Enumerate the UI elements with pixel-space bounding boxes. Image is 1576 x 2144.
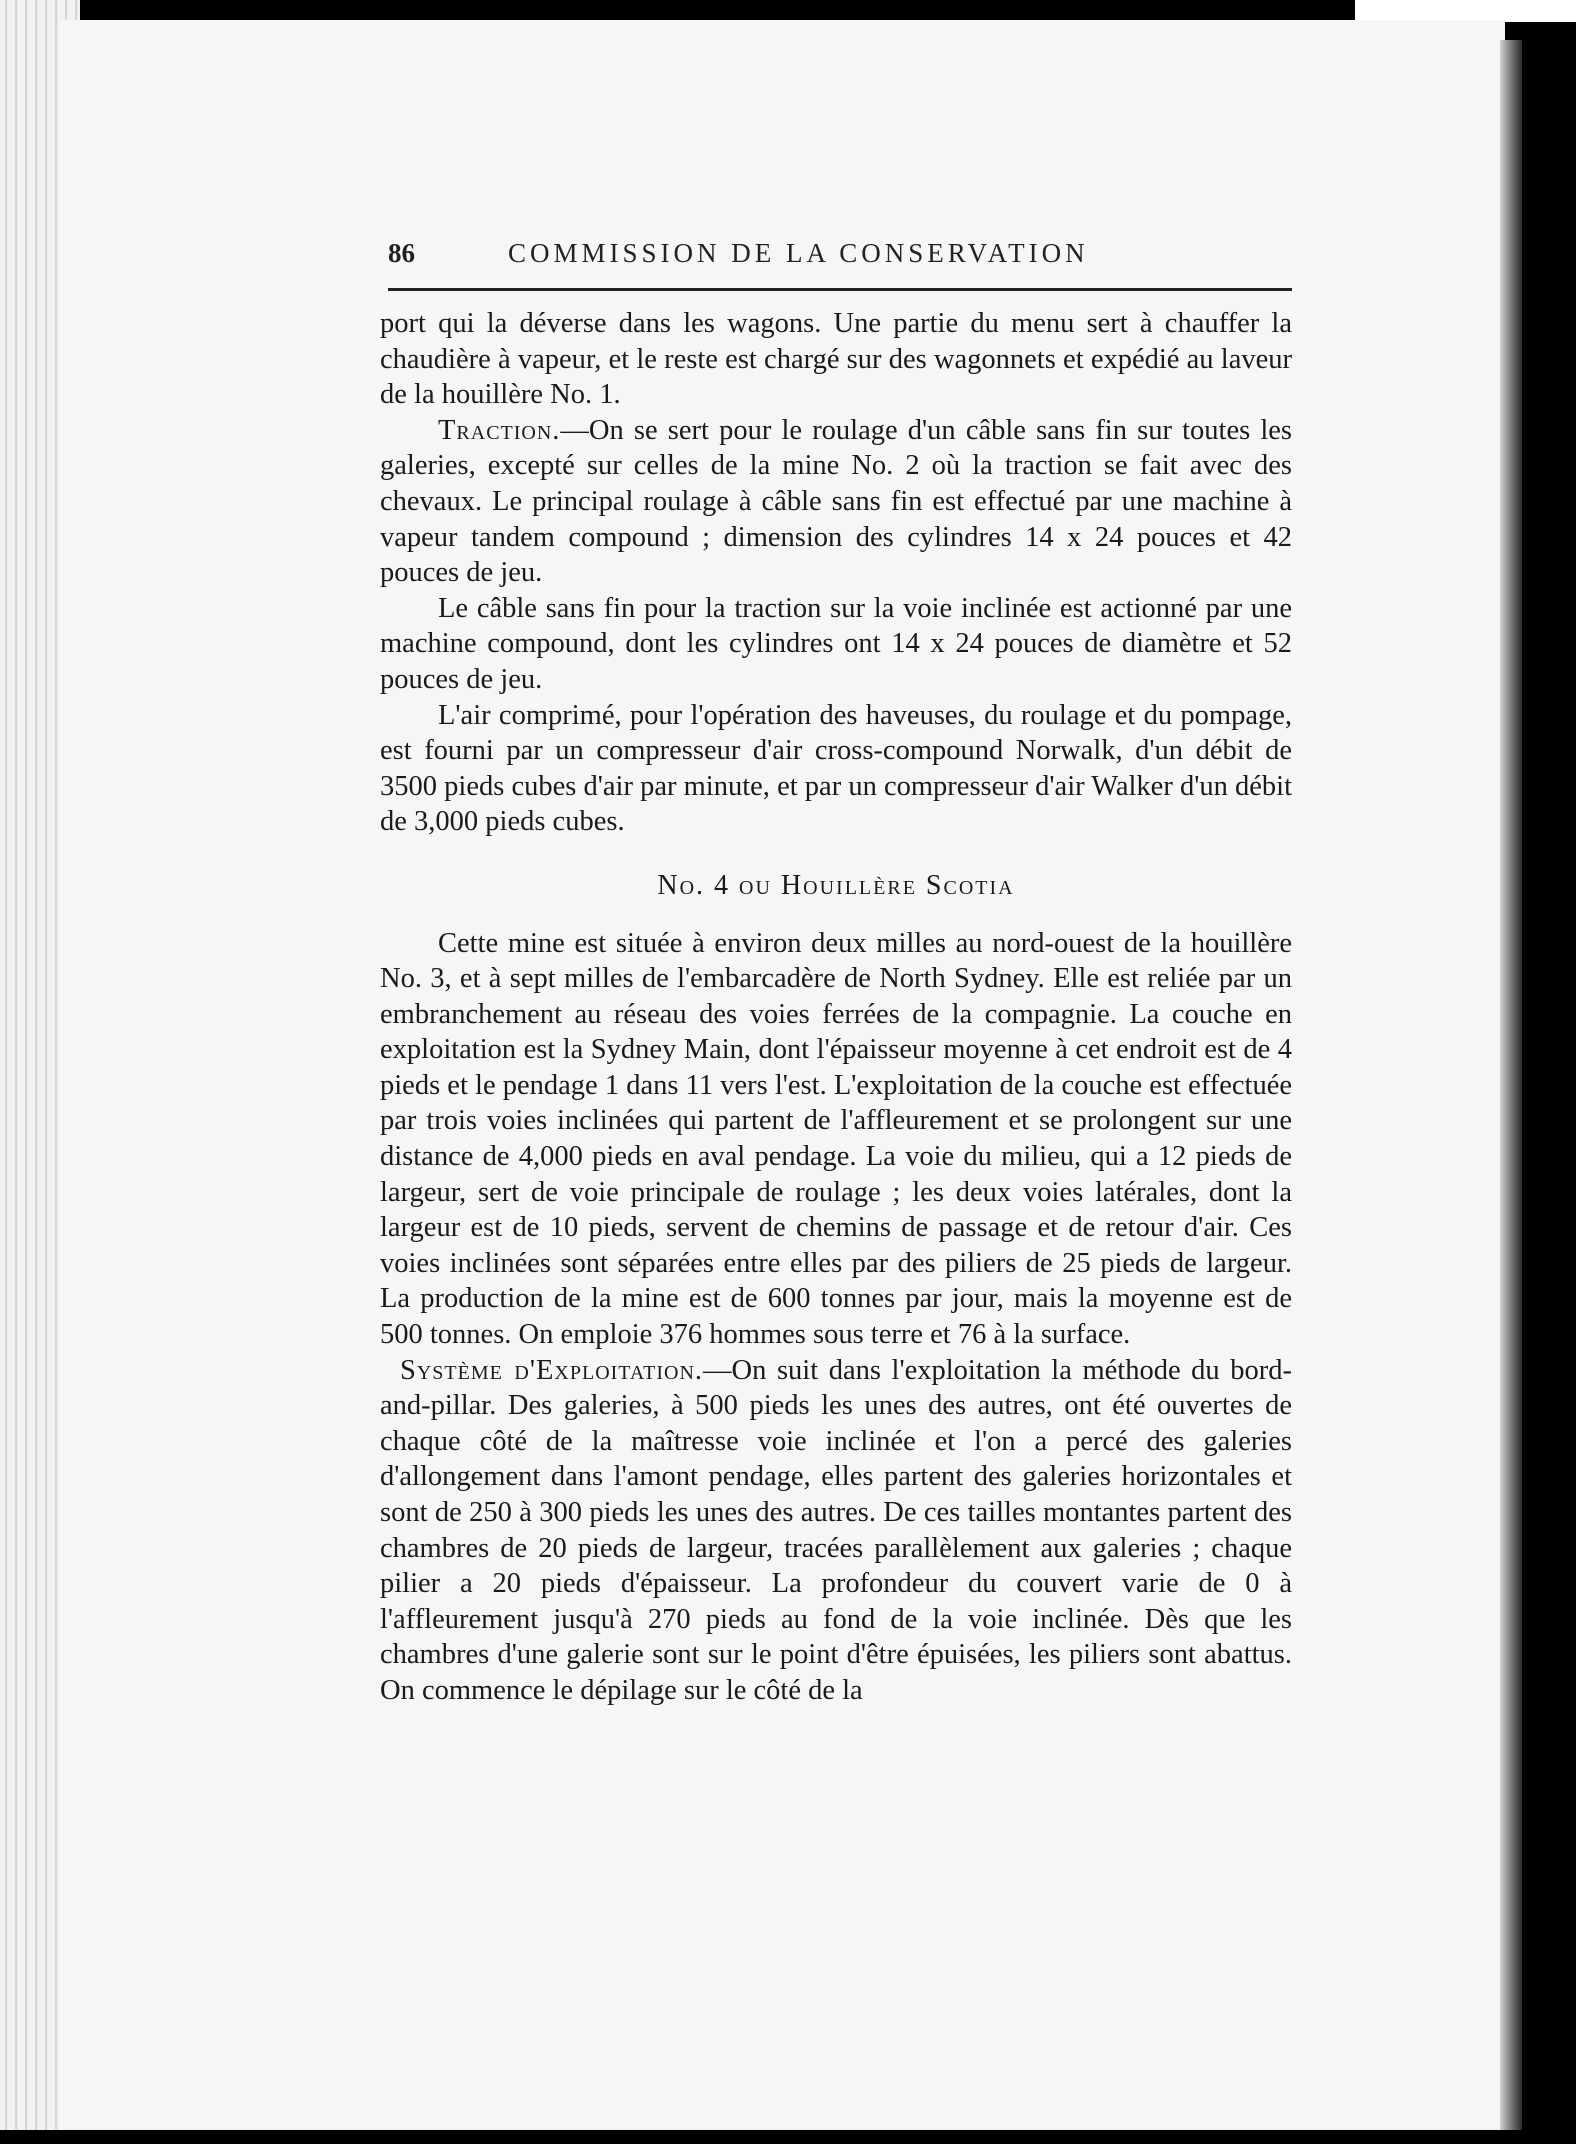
paragraph-1: port qui la déverse dans les wagons. Une partie du menu sert à chauffer la chaudière à vapeur, et le reste est chargé sur des wagonnets et expédié au laveur de la houillère No. 1. xyxy=(380,308,1292,411)
paragraph-systeme xyxy=(380,1353,1292,1709)
paragraph-traction xyxy=(380,413,1292,591)
systeme-text: —On suit dans l'exploitation la méthode du bord-and-pillar. Des galeries, à 500 pieds les unes des autres, ont été ouvertes de chaque côté de la maîtresse voie inclinée et l'on a percé des galeries d'allongement dans l'amont pendage, elles partent des galeries horizontales et sont de 250 à 300 pieds les unes des autres. De ces tailles montantes partent des chambres de 20 pieds de largeur, tracées parallèlement aux galeries ; chaque pilier a 20 pieds d'épaisseur. La profondeur du couvert varie de 0 à l'affleurement jusqu'à 270 pieds au fond de la voie inclinée. Dès que les chambres d'une galerie sont sur le point d'être épuisées, les piliers sont abattus. On commence le dépilage sur le côté de la xyxy=(380,1354,1292,1706)
paragraph-cable: Le câble sans fin pour la traction sur la voie inclinée est actionné par une machine compound, dont les cylindres ont 14 x 24 pouces de diamètre et 52 pouces de jeu. xyxy=(380,592,1292,695)
page-right-edge xyxy=(1500,40,1522,2130)
page-number: 86 xyxy=(388,238,415,268)
systeme-lead: Système d'Exploitation. xyxy=(400,1354,704,1386)
traction-lead: Traction. xyxy=(438,414,561,446)
running-head xyxy=(388,238,1292,286)
paragraph-air: L'air comprimé, pour l'opération des haveuses, du roulage et du pompage, est fourni par un compresseur d'air cross-compound Norwalk, d'un débit de 3500 pieds cubes d'air par minute, et par un compresseur d'air Walker d'un débit de 3,000 pieds cubes. xyxy=(380,699,1292,838)
header-rule xyxy=(388,288,1292,291)
body-text xyxy=(380,306,1292,1709)
paragraph-scotia: Cette mine est située à environ deux milles au nord-ouest de la houillère No. 3, et à sept milles de l'embarcadère de North Sydney. Elle est reliée par un embranchement au réseau des voies ferrées de la compagnie. La couche en exploitation est la Sydney Main, dont l'épaisseur moyenne à cet endroit est de 4 pieds et le pendage 1 dans 11 vers l'est. L'exploitation de la couche est effectuée par trois voies inclinées qui partent de l'affleurement et se prolongent sur une distance de 4,000 pieds en aval pendage. La voie du milieu, qui a 12 pieds de largeur, sert de voie principale de roulage ; les deux voies latérales, dont la largeur est de 10 pieds, servent de chemins de passage et de retour d'air. Ces voies inclinées sont séparées entre elles par des piliers de 25 pieds de largeur. La production de la mine est de 600 tonnes par jour, mais la moyenne est de 500 tonnes. On emploie 376 hommes sous terre et 76 à la surface. xyxy=(380,927,1292,1351)
scan-top-strip xyxy=(1355,0,1576,22)
section-title: No. 4 ou Houillère Scotia xyxy=(657,869,1015,901)
running-title: COMMISSION DE LA CONSERVATION xyxy=(508,238,1089,268)
traction-text: —On se sert pour le roulage d'un câble sans fin sur toutes les galeries, excepté sur celles de la mine No. 2 où la traction se fait avec des chevaux. Le principal roulage à câble sans fin est effectué par une machine à vapeur tandem compound ; dimension des cylindres 14 x 24 pouces et 42 pouces de jeu. xyxy=(380,414,1292,589)
